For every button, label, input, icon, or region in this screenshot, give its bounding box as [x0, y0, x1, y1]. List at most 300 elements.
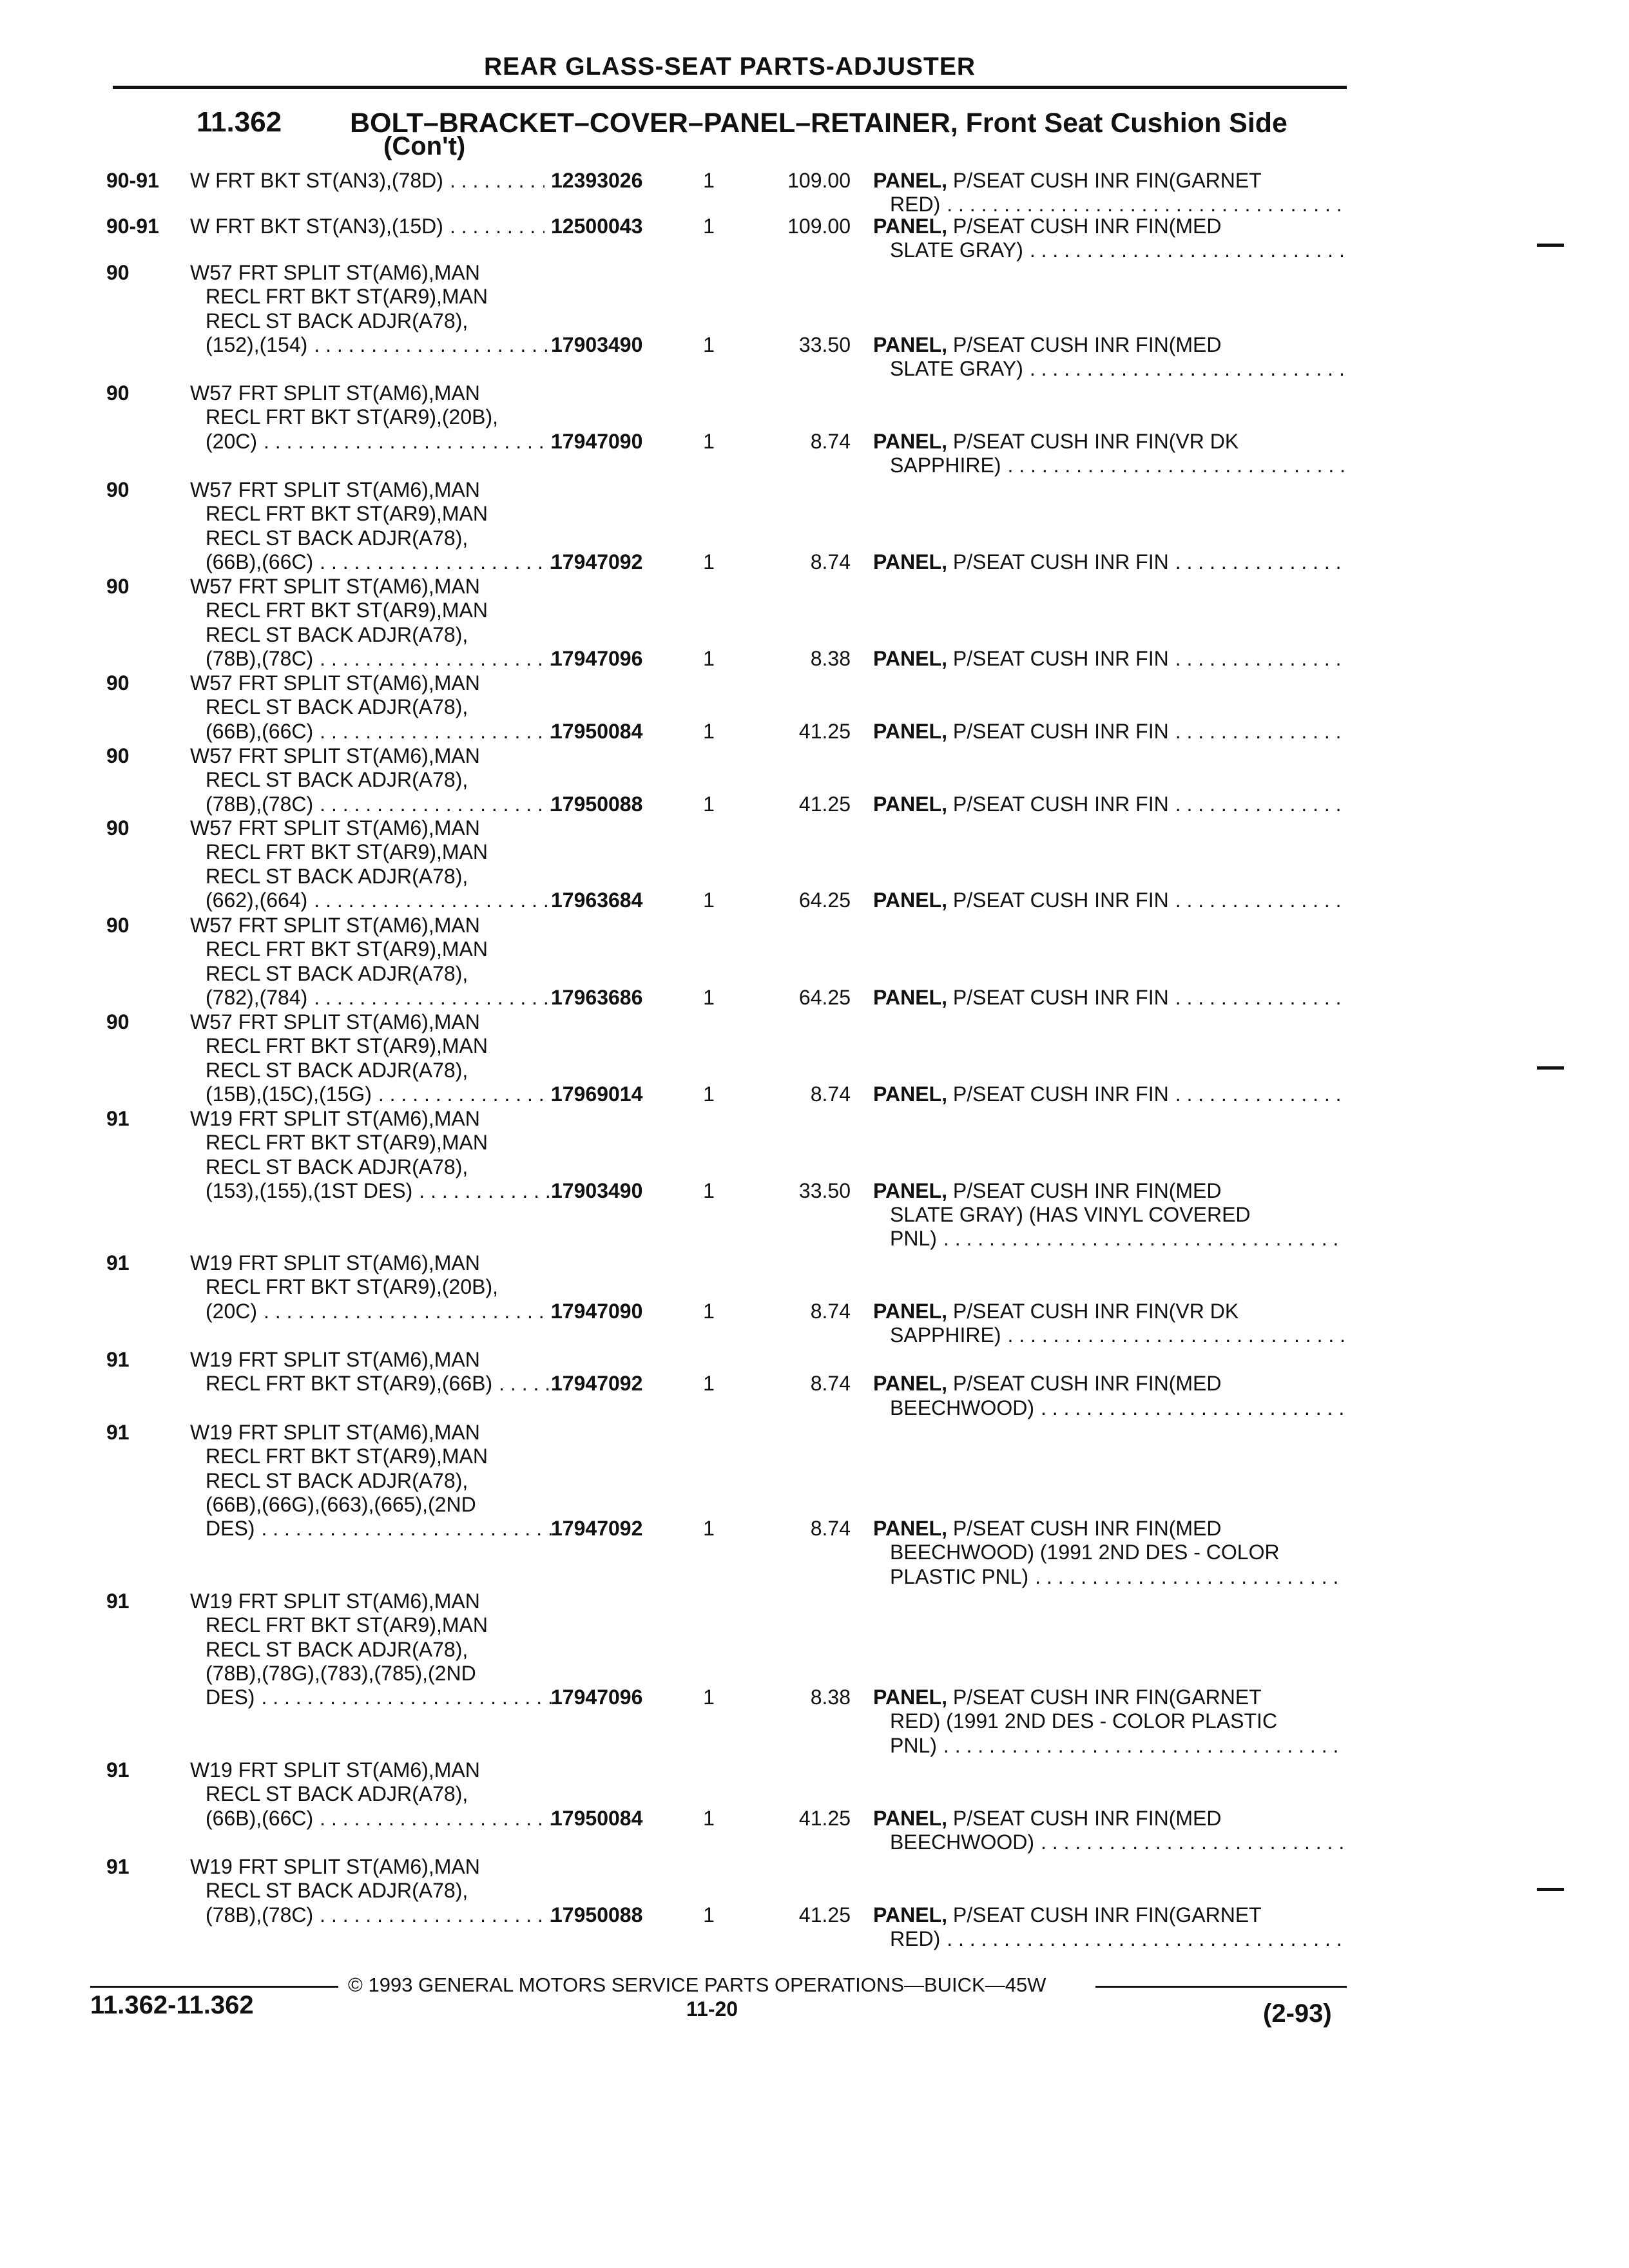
description-line: RECL ST BACK ADJR(A78),	[206, 1637, 468, 1661]
dot-leader	[943, 1227, 1344, 1251]
description-line: W57 FRT SPLIT ST(AM6),MAN	[190, 914, 480, 937]
dot-leader	[320, 793, 560, 816]
quantity: 1	[703, 1082, 715, 1106]
part-name	[873, 889, 1344, 912]
description-line: W57 FRT SPLIT ST(AM6),MAN	[190, 744, 480, 767]
application-description	[190, 381, 545, 454]
part-number: 17947096	[551, 1686, 643, 1709]
part-name-text: PANEL, P/SEAT CUSH INR FIN(MED	[873, 1517, 1222, 1541]
part-number: 17947090	[551, 429, 643, 453]
description-line: RECL FRT BKT ST(AR9),MAN	[206, 1445, 488, 1468]
description-line: (78B),(78G),(783),(785),(2ND	[206, 1661, 476, 1685]
dot-leader	[419, 1179, 560, 1203]
description-text: (66B),(66C)	[206, 719, 314, 743]
description-line: W57 FRT SPLIT ST(AM6),MAN	[190, 478, 480, 501]
price: 8.38	[810, 1686, 851, 1709]
description-text: (20C)	[206, 1299, 258, 1323]
part-name-text: BEECHWOOD)	[890, 1830, 1034, 1854]
dot-leader	[1035, 1565, 1344, 1589]
description-line	[190, 793, 560, 816]
model-year: 90-91	[106, 215, 159, 238]
margin-mark	[1537, 1066, 1564, 1070]
part-name-line	[873, 454, 1344, 477]
part-name-line	[873, 1082, 1344, 1106]
section-subtitle: (Con't)	[383, 132, 466, 160]
part-name-keyword: PANEL,	[873, 1372, 947, 1396]
model-year: 90	[106, 1010, 130, 1033]
part-name-text: RED)	[890, 193, 941, 216]
description-line: RECL FRT BKT ST(AR9),MAN	[206, 1034, 488, 1058]
description-text: (153),(155),(1ST DES)	[206, 1178, 413, 1202]
price: 41.25	[798, 1903, 851, 1927]
model-year: 91	[106, 1107, 130, 1130]
part-name-keyword: PANEL,	[873, 792, 947, 816]
part-name-line	[873, 889, 1344, 912]
part-name-text: BEECHWOOD)	[890, 1396, 1034, 1419]
part-name-keyword: PANEL,	[873, 1517, 947, 1541]
description-line: RECL FRT BKT ST(AR9),MAN	[206, 840, 488, 864]
application-description	[190, 169, 545, 193]
dot-leader	[1041, 1831, 1344, 1854]
part-name-keyword: PANEL,	[873, 1806, 947, 1830]
part-name-text: SAPPHIRE)	[890, 453, 1001, 477]
part-name	[873, 647, 1344, 671]
part-name-text: PLASTIC PNL)	[890, 1564, 1029, 1588]
model-year: 91	[106, 1251, 130, 1274]
part-name	[873, 169, 1344, 217]
price: 109.00	[787, 215, 851, 238]
part-name-text: RED)	[890, 1927, 941, 1950]
part-number: 17969014	[551, 1082, 643, 1106]
dot-leader	[264, 430, 560, 454]
price: 33.50	[798, 1178, 851, 1202]
dot-leader	[1007, 454, 1344, 477]
part-name-text: PNL)	[890, 1733, 937, 1757]
dot-leader	[450, 215, 545, 238]
dot-leader	[378, 1082, 560, 1106]
part-name-line	[873, 238, 1344, 262]
description-line: RECL ST BACK ADJR(A78),	[206, 1468, 468, 1492]
quantity: 1	[703, 985, 715, 1009]
dot-leader	[1175, 793, 1344, 816]
part-number: 17947096	[551, 646, 643, 670]
dot-leader	[1007, 1323, 1344, 1347]
price: 41.25	[798, 719, 851, 743]
part-name-text: PANEL, P/SEAT CUSH INR FIN	[873, 985, 1169, 1009]
part-name-text: PANEL, P/SEAT CUSH INR FIN(MED	[873, 1178, 1222, 1202]
dot-leader	[450, 169, 545, 193]
part-name-keyword: PANEL,	[873, 1178, 947, 1202]
part-name	[873, 215, 1344, 263]
part-number: 17950084	[551, 1806, 643, 1830]
description-line	[190, 169, 545, 193]
section-number: 11.362	[197, 106, 282, 138]
quantity: 1	[703, 215, 715, 238]
model-year: 90	[106, 816, 130, 840]
description-line: RECL ST BACK ADJR(A78),	[206, 526, 468, 550]
description-line: (66B),(66G),(663),(665),(2ND	[206, 1492, 476, 1516]
part-name-text: PANEL, P/SEAT CUSH INR FIN(MED	[873, 332, 1222, 356]
part-name-line	[873, 986, 1344, 1010]
application-description	[190, 575, 545, 671]
model-year: 90	[106, 478, 130, 501]
description-text: (78B),(78C)	[206, 1903, 314, 1927]
quantity: 1	[703, 1372, 715, 1396]
part-number: 17947092	[551, 550, 643, 573]
description-line: W19 FRT SPLIT ST(AM6),MAN	[190, 1251, 480, 1274]
part-name-text: PANEL, P/SEAT CUSH INR FIN	[873, 888, 1169, 912]
model-year: 90-91	[106, 169, 159, 192]
description-line: RECL ST BACK ADJR(A78),	[206, 1879, 468, 1903]
footer-section-range: 11.362-11.362	[90, 1991, 254, 2019]
application-description	[190, 1251, 545, 1323]
part-name	[873, 986, 1344, 1010]
model-year: 91	[106, 1421, 130, 1444]
part-name	[873, 1372, 1344, 1420]
dot-leader	[261, 1517, 560, 1541]
quantity: 1	[703, 1686, 715, 1709]
dot-leader	[314, 889, 560, 912]
description-line: RECL ST BACK ADJR(A78),	[206, 1155, 468, 1178]
part-number: 17950088	[551, 1903, 643, 1927]
application-description	[190, 1107, 545, 1203]
description-text: (782),(784)	[206, 985, 308, 1009]
part-name	[873, 1179, 1344, 1251]
model-year: 90	[106, 381, 130, 405]
margin-mark	[1537, 1888, 1564, 1891]
model-year: 90	[106, 261, 130, 284]
part-name	[873, 1082, 1344, 1106]
part-name-keyword: PANEL,	[873, 1686, 947, 1709]
part-name-text: PANEL, P/SEAT CUSH INR FIN	[873, 792, 1169, 816]
price: 41.25	[798, 792, 851, 816]
part-name	[873, 1807, 1344, 1855]
part-name-text: PANEL, P/SEAT CUSH INR FIN(VR DK	[873, 1299, 1239, 1323]
part-name-line	[873, 1517, 1344, 1541]
part-name-text: BEECHWOOD) (1991 2ND DES - COLOR	[890, 1541, 1280, 1564]
part-name	[873, 430, 1344, 478]
part-number: 17947092	[551, 1517, 643, 1541]
part-name-line	[873, 1709, 1344, 1733]
application-description	[190, 1758, 545, 1831]
description-line: RECL FRT BKT ST(AR9),MAN	[206, 502, 488, 526]
part-name-keyword: PANEL,	[873, 719, 947, 743]
part-name-line	[873, 1686, 1344, 1709]
part-name-text: PANEL, P/SEAT CUSH INR FIN	[873, 1082, 1169, 1106]
price: 8.74	[810, 1372, 851, 1396]
part-name-line	[873, 1203, 1344, 1227]
model-year: 91	[106, 1855, 130, 1878]
dot-leader	[1030, 357, 1344, 381]
part-number: 17903490	[551, 1178, 643, 1202]
dot-leader	[314, 333, 560, 357]
dot-leader	[320, 1903, 560, 1927]
description-line	[190, 1903, 560, 1927]
part-name-text: SAPPHIRE)	[890, 1323, 1001, 1347]
dot-leader	[1041, 1396, 1344, 1420]
part-name-text: PANEL, P/SEAT CUSH INR FIN	[873, 719, 1169, 743]
application-description	[190, 914, 545, 1010]
quantity: 1	[703, 792, 715, 816]
quantity: 1	[703, 888, 715, 912]
description-line	[190, 986, 560, 1010]
part-name-text: PANEL, P/SEAT CUSH INR FIN(MED	[873, 1806, 1222, 1830]
price: 8.38	[810, 646, 851, 670]
dot-leader	[1175, 550, 1344, 574]
part-name-text: SLATE GRAY)	[890, 238, 1023, 262]
description-line	[190, 1372, 560, 1396]
dot-leader	[320, 647, 560, 671]
section-title: BOLT–BRACKET–COVER–PANEL–RETAINER, Front Seat Cushion Side	[350, 108, 1287, 139]
application-description	[190, 816, 545, 912]
part-number: 17947090	[551, 1299, 643, 1323]
part-name	[873, 1517, 1344, 1589]
part-name-text: PANEL, P/SEAT CUSH INR FIN(GARNET	[873, 1903, 1262, 1927]
dot-leader	[1175, 889, 1344, 912]
part-number: 17963684	[551, 888, 643, 912]
description-line: W19 FRT SPLIT ST(AM6),MAN	[190, 1348, 480, 1371]
quantity: 1	[703, 646, 715, 670]
part-name-keyword: PANEL,	[873, 888, 947, 912]
part-number: 12393026	[551, 169, 643, 192]
application-description	[190, 261, 545, 357]
description-line: RECL FRT BKT ST(AR9),MAN	[206, 1613, 488, 1637]
part-name-line	[873, 1179, 1344, 1203]
dot-leader	[1175, 720, 1344, 744]
application-description	[190, 1010, 545, 1106]
quantity: 1	[703, 1517, 715, 1541]
description-text: W FRT BKT ST(AN3),(78D)	[190, 169, 443, 192]
part-name-keyword: PANEL,	[873, 1903, 947, 1927]
description-line	[190, 215, 545, 238]
model-year: 90	[106, 575, 130, 598]
footer-rule	[1095, 1986, 1347, 1988]
part-number: 17947092	[551, 1372, 643, 1396]
description-line	[190, 889, 560, 912]
description-line: RECL FRT BKT ST(AR9),MAN	[206, 599, 488, 622]
price: 41.25	[798, 1806, 851, 1830]
quantity: 1	[703, 1178, 715, 1202]
application-description	[190, 1421, 545, 1541]
description-line	[190, 647, 560, 671]
model-year: 90	[106, 744, 130, 767]
application-description	[190, 478, 545, 574]
dot-leader	[1175, 986, 1344, 1010]
part-name-text: PANEL, P/SEAT CUSH INR FIN(MED	[873, 1372, 1222, 1396]
part-name	[873, 1686, 1344, 1758]
description-line	[190, 1686, 560, 1709]
description-text: (66B),(66C)	[206, 1806, 314, 1830]
description-text: (78B),(78C)	[206, 646, 314, 670]
part-name-line	[873, 193, 1344, 216]
part-name-keyword: PANEL,	[873, 429, 947, 453]
description-line	[190, 333, 560, 357]
application-description	[190, 1590, 545, 1709]
description-line: W19 FRT SPLIT ST(AM6),MAN	[190, 1421, 480, 1444]
part-name-line	[873, 1734, 1344, 1758]
quantity: 1	[703, 429, 715, 453]
description-line: RECL FRT BKT ST(AR9),MAN	[206, 285, 488, 309]
model-year: 91	[106, 1758, 130, 1782]
dot-leader	[1175, 1082, 1344, 1106]
part-name-line	[873, 1227, 1344, 1251]
description-line: W57 FRT SPLIT ST(AM6),MAN	[190, 816, 480, 840]
part-name-text: PANEL, P/SEAT CUSH INR FIN(VR DK	[873, 429, 1239, 453]
part-name	[873, 1903, 1344, 1952]
part-name-line	[873, 647, 1344, 671]
footer-page-number: 11-20	[686, 1997, 738, 2021]
part-number: 17950088	[551, 792, 643, 816]
part-number: 17903490	[551, 332, 643, 356]
quantity: 1	[703, 169, 715, 192]
part-name-line	[873, 1372, 1344, 1396]
part-name-line	[873, 793, 1344, 816]
margin-mark	[1537, 244, 1564, 247]
part-name-text: PANEL, P/SEAT CUSH INR FIN	[873, 550, 1169, 573]
description-line: RECL ST BACK ADJR(A78),	[206, 1058, 468, 1082]
model-year: 91	[106, 1590, 130, 1613]
part-name-line	[873, 550, 1344, 574]
description-line	[190, 430, 560, 454]
description-line: RECL ST BACK ADJR(A78),	[206, 961, 468, 985]
part-name-text: PANEL, P/SEAT CUSH INR FIN(GARNET	[873, 1686, 1262, 1709]
page-header: REAR GLASS-SEAT PARTS-ADJUSTER	[483, 53, 976, 81]
footer-copyright: © 1993 GENERAL MOTORS SERVICE PARTS OPERATIONS—BUICK—45W	[348, 1974, 1046, 1996]
part-name-keyword: PANEL,	[873, 332, 947, 356]
part-name	[873, 1300, 1344, 1348]
description-line: RECL ST BACK ADJR(A78),	[206, 864, 468, 888]
description-text: (662),(664)	[206, 888, 308, 912]
part-name-line	[873, 169, 1344, 193]
part-name-line	[873, 1323, 1344, 1347]
price: 33.50	[798, 332, 851, 356]
price: 64.25	[798, 985, 851, 1009]
quantity: 1	[703, 332, 715, 356]
part-name-text: PANEL, P/SEAT CUSH INR FIN	[873, 646, 1169, 670]
model-year: 91	[106, 1348, 130, 1371]
part-name-line	[873, 333, 1344, 357]
part-name-line	[873, 1807, 1344, 1831]
description-line: RECL FRT BKT ST(AR9),(20B),	[206, 405, 499, 429]
description-text: DES)	[206, 1517, 255, 1541]
dot-leader	[320, 720, 560, 744]
quantity: 1	[703, 1903, 715, 1927]
description-line	[190, 1300, 560, 1323]
dot-leader	[314, 986, 560, 1010]
quantity: 1	[703, 719, 715, 743]
price: 8.74	[810, 1082, 851, 1106]
description-line: RECL FRT BKT ST(AR9),MAN	[206, 1131, 488, 1155]
description-line	[190, 1517, 560, 1541]
description-line: RECL ST BACK ADJR(A78),	[206, 695, 468, 719]
part-name-keyword: PANEL,	[873, 985, 947, 1009]
price: 109.00	[787, 169, 851, 192]
part-name	[873, 720, 1344, 744]
application-description	[190, 1348, 545, 1396]
description-line: RECL ST BACK ADJR(A78),	[206, 622, 468, 646]
application-description	[190, 671, 545, 744]
part-name	[873, 550, 1344, 574]
dot-leader	[320, 1807, 560, 1831]
part-name-line	[873, 215, 1344, 238]
description-line	[190, 1807, 560, 1831]
part-name-line	[873, 1565, 1344, 1589]
price: 8.74	[810, 1299, 851, 1323]
description-text: (66B),(66C)	[206, 550, 314, 573]
application-description	[190, 744, 545, 816]
description-line: RECL ST BACK ADJR(A78),	[206, 768, 468, 792]
part-name-keyword: PANEL,	[873, 215, 947, 238]
description-text: (20C)	[206, 429, 258, 453]
part-name-text: PNL)	[890, 1227, 937, 1251]
description-text: W FRT BKT ST(AN3),(15D)	[190, 215, 443, 238]
part-number: 17963686	[551, 985, 643, 1009]
part-name-keyword: PANEL,	[873, 1082, 947, 1106]
description-text: (152),(154)	[206, 332, 308, 356]
dot-leader	[261, 1686, 560, 1709]
dot-leader	[947, 193, 1344, 216]
part-name-line	[873, 1903, 1344, 1927]
description-line: W19 FRT SPLIT ST(AM6),MAN	[190, 1107, 480, 1130]
description-line	[190, 1082, 560, 1106]
part-name-text: SLATE GRAY) (HAS VINYL COVERED	[890, 1203, 1251, 1227]
description-text: (78B),(78C)	[206, 792, 314, 816]
dot-leader	[1175, 647, 1344, 671]
description-line: W57 FRT SPLIT ST(AM6),MAN	[190, 671, 480, 695]
description-line: W19 FRT SPLIT ST(AM6),MAN	[190, 1758, 480, 1782]
description-line: W57 FRT SPLIT ST(AM6),MAN	[190, 1010, 480, 1033]
description-line	[190, 720, 560, 744]
description-line: W57 FRT SPLIT ST(AM6),MAN	[190, 381, 480, 405]
price: 8.74	[810, 550, 851, 573]
part-name-text: PANEL, P/SEAT CUSH INR FIN(GARNET	[873, 169, 1262, 192]
part-name-keyword: PANEL,	[873, 550, 947, 573]
part-name-line	[873, 1927, 1344, 1951]
part-name-keyword: PANEL,	[873, 646, 947, 670]
description-line: RECL ST BACK ADJR(A78),	[206, 309, 468, 332]
description-line: W19 FRT SPLIT ST(AM6),MAN	[190, 1590, 480, 1613]
part-name-text: RED) (1991 2ND DES - COLOR PLASTIC	[890, 1709, 1278, 1733]
description-line	[190, 550, 560, 574]
description-text: RECL FRT BKT ST(AR9),(66B)	[206, 1372, 493, 1396]
footer-date-code: (2-93)	[1263, 1999, 1332, 2028]
quantity: 1	[703, 550, 715, 573]
description-text: (15B),(15C),(15G)	[206, 1082, 372, 1106]
part-name-line	[873, 1396, 1344, 1420]
price: 64.25	[798, 888, 851, 912]
part-name	[873, 333, 1344, 381]
description-line: RECL ST BACK ADJR(A78),	[206, 1782, 468, 1806]
quantity: 1	[703, 1299, 715, 1323]
description-line	[190, 1179, 560, 1203]
part-name-line	[873, 720, 1344, 744]
description-line: RECL FRT BKT ST(AR9),(20B),	[206, 1275, 499, 1299]
part-name	[873, 793, 1344, 816]
description-line: W57 FRT SPLIT ST(AM6),MAN	[190, 575, 480, 598]
dot-leader	[320, 550, 560, 574]
quantity: 1	[703, 1806, 715, 1830]
price: 8.74	[810, 429, 851, 453]
part-name-line	[873, 357, 1344, 381]
model-year: 90	[106, 671, 130, 695]
description-line: W57 FRT SPLIT ST(AM6),MAN	[190, 261, 480, 284]
part-name-line	[873, 1541, 1344, 1564]
application-description	[190, 215, 545, 238]
part-number: 12500043	[551, 215, 643, 238]
part-name-line	[873, 430, 1344, 454]
footer-rule	[90, 1986, 338, 1988]
dot-leader	[1030, 238, 1344, 262]
